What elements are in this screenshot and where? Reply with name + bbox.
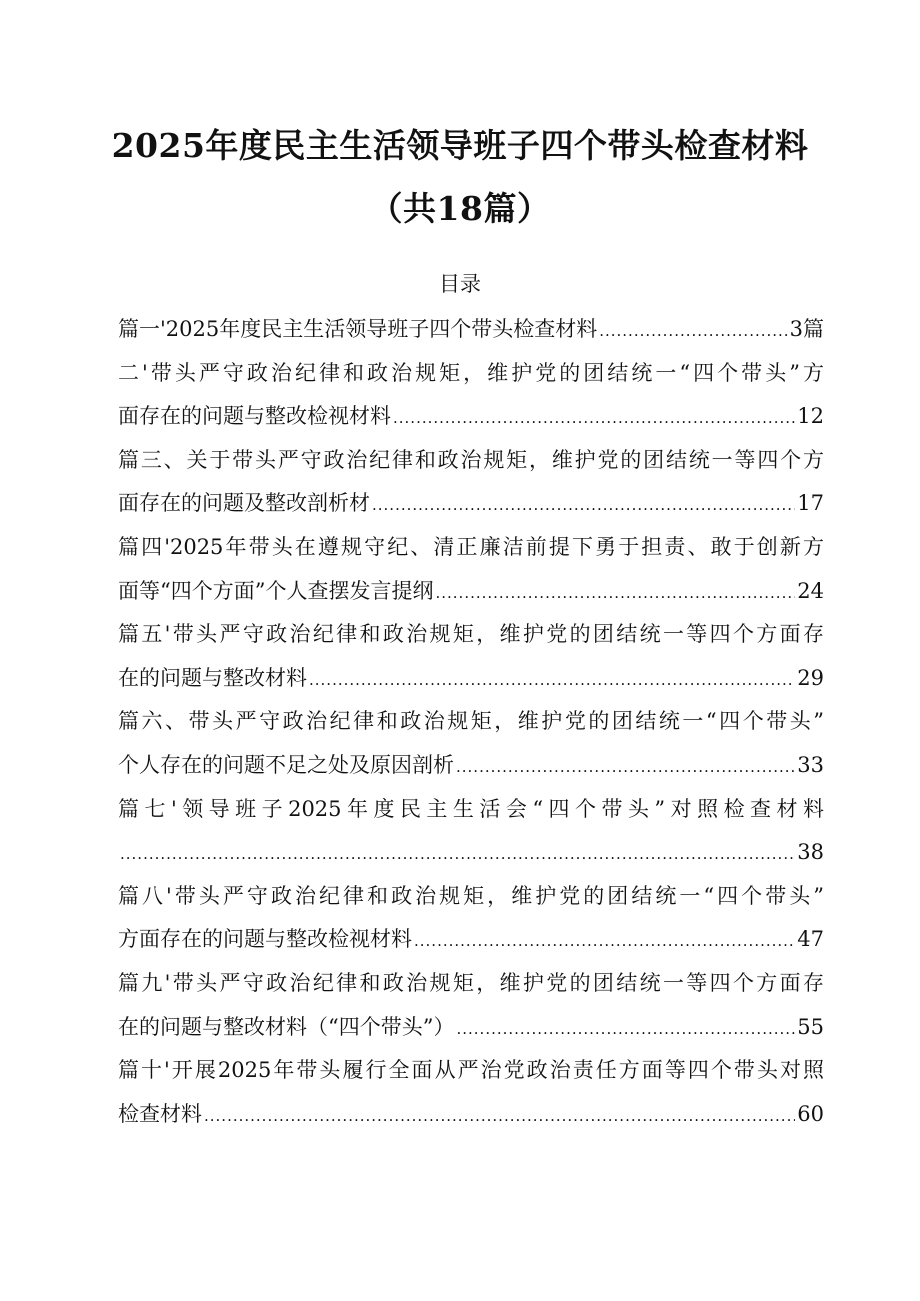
toc-line-text: 面存在的问题与整改检视材料 <box>118 404 391 429</box>
toc-line-text: 在的问题与整改材料 <box>118 665 307 690</box>
toc-line[interactable] <box>118 658 824 698</box>
toc-line-text: 在的问题与整改材料（“四个带头”） <box>118 1014 455 1039</box>
toc-line[interactable] <box>118 614 824 654</box>
toc-line[interactable] <box>118 309 824 349</box>
toc-page-number: 24 <box>797 578 824 603</box>
toc-line[interactable] <box>118 876 824 916</box>
toc-line-text: 篇一'2025年度民主生活领导班子四个带头检查材料 <box>118 317 598 341</box>
toc-line-text: 方面存在的问题与整改检视材料 <box>118 927 412 952</box>
toc-leader-dots <box>599 311 787 349</box>
toc-line[interactable] <box>118 527 824 567</box>
toc-line[interactable] <box>118 832 824 872</box>
toc-line-text: 篇九'带头严守政治纪律和政治规矩，维护党的团结统一等四个方面存 <box>118 971 824 995</box>
toc-line-text: 篇六、带头严守政治纪律和政治规矩，维护党的团结统一“四个带头” <box>118 709 824 734</box>
toc-line[interactable] <box>118 963 824 1003</box>
toc-page-number: 55 <box>797 1014 824 1039</box>
toc-page-number: 33 <box>797 753 824 777</box>
toc-line[interactable] <box>118 1094 824 1134</box>
toc-leader-dots <box>393 398 795 436</box>
toc-page-number: 38 <box>797 840 824 865</box>
toc-leader-dots <box>120 834 795 872</box>
toc-line-text: 篇七'领导班子2025年度民主生活会“四个带头”对照检查材料 <box>118 796 824 821</box>
toc-line-text: 面存在的问题及整改剖析材 <box>118 491 370 516</box>
toc-line[interactable] <box>118 353 824 393</box>
toc-leader-dots <box>204 1096 795 1134</box>
toc-page-number: 12 <box>797 404 824 429</box>
toc-line-text: 面等“四个方面”个人查摆发言提纲 <box>118 578 434 603</box>
toc-line-text: 篇五'带头严守政治纪律和政治规矩，维护党的团结统一等四个方面存 <box>118 622 824 647</box>
toc-page-number: 3篇 <box>789 317 824 341</box>
toc-page-number: 29 <box>797 665 824 690</box>
toc-leader-dots <box>372 485 795 523</box>
toc-leader-dots <box>309 660 795 698</box>
toc-line-text: 篇十'开展2025年带头履行全面从严治党政治责任方面等四个带头对照 <box>118 1058 824 1083</box>
toc-line-text: 检查材料 <box>118 1101 202 1126</box>
toc-leader-dots <box>456 747 795 785</box>
toc-line[interactable] <box>118 789 824 829</box>
toc-line[interactable] <box>118 483 824 523</box>
document-title: 2025年度民主生活领导班子四个带头检查材料 <box>111 126 809 165</box>
toc-line[interactable] <box>118 440 824 480</box>
toc-page-number: 17 <box>797 491 824 516</box>
toc-line[interactable] <box>118 745 824 785</box>
toc-line-text: 篇三、关于带头严守政治纪律和政治规矩，维护党的团结统一等四个方 <box>118 447 824 472</box>
toc-leader-dots <box>414 921 795 959</box>
toc-line-text: 篇八'带头严守政治纪律和政治规矩，维护党的团结统一“四个带头” <box>118 883 824 908</box>
toc-heading: 目录 <box>439 272 481 296</box>
toc-line[interactable] <box>118 571 824 611</box>
toc-line-text: 篇四'2025年带头在遵规守纪、清正廉洁前提下勇于担责、敢于创新方 <box>118 535 824 559</box>
toc-line[interactable] <box>118 1007 824 1047</box>
document-subtitle: （共18篇） <box>369 189 551 228</box>
toc-line[interactable] <box>118 396 824 436</box>
toc-line[interactable] <box>118 701 824 741</box>
toc-page-number: 47 <box>797 927 824 952</box>
toc-page-number: 60 <box>797 1101 824 1126</box>
toc-line-text: 二'带头严守政治纪律和政治规矩，维护党的团结统一“四个带头”方 <box>118 360 824 385</box>
toc-leader-dots <box>456 1009 795 1047</box>
toc-leader-dots <box>435 573 795 611</box>
toc-line[interactable] <box>118 1050 824 1090</box>
toc-line-text: 个人存在的问题不足之处及原因剖析 <box>118 753 454 777</box>
toc-line[interactable] <box>118 919 824 959</box>
